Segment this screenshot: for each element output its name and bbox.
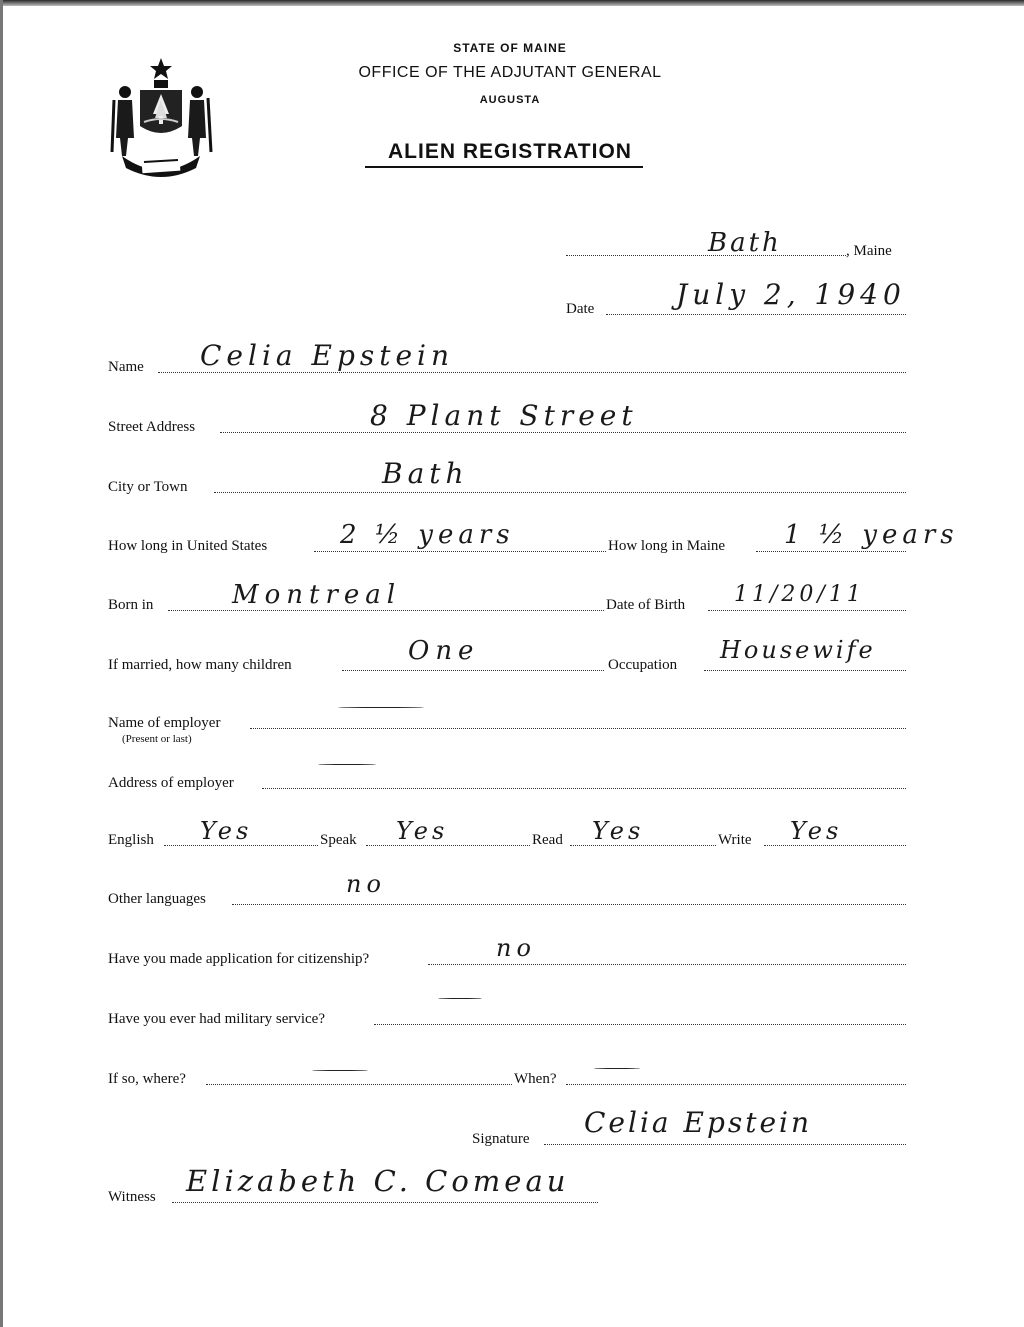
employer-blank-dash [338, 707, 424, 708]
date-label: Date [566, 301, 595, 317]
read-label: Read [532, 832, 563, 848]
english-value: Yes [200, 817, 253, 845]
form-title: ALIEN REGISTRATION [388, 140, 632, 163]
military-blank-dash [438, 998, 482, 999]
witness-line [172, 1202, 598, 1203]
name-value: Celia Epstein [200, 339, 455, 372]
maine-duration-line [756, 551, 906, 552]
dob-line [708, 610, 906, 611]
born-in-label: Born in [108, 597, 154, 613]
city-heading: AUGUSTA [479, 94, 541, 106]
born-in-value: Montreal [232, 580, 402, 610]
city-value: Bath [382, 457, 469, 490]
witness-label: Witness [108, 1189, 156, 1205]
date-value: July 2, 1940 [676, 278, 906, 311]
where-blank-dash [312, 1070, 368, 1071]
citizenship-label: Have you made application for citizenship? [108, 951, 370, 967]
other-languages-value: no [346, 870, 386, 898]
children-value: One [408, 636, 480, 666]
maine-duration-value: 1 ½ years [784, 520, 959, 550]
street-value: 8 Plant Street [370, 399, 638, 432]
employer-sublabel: (Present or last) [122, 733, 192, 745]
citizenship-line [428, 964, 906, 965]
dob-label: Date of Birth [606, 597, 686, 613]
speak-label: Speak [320, 832, 357, 848]
speak-line [366, 845, 530, 846]
english-label: English [108, 832, 154, 848]
employer-address-blank-dash [318, 764, 376, 765]
write-line [764, 845, 906, 846]
write-value: Yes [790, 817, 843, 845]
date-line [606, 314, 906, 315]
employer-address-line [262, 788, 906, 789]
citizenship-value: no [496, 934, 536, 962]
us-duration-line [314, 551, 606, 552]
signature-label: Signature [472, 1131, 530, 1147]
state-heading: STATE OF MAINE [453, 41, 567, 55]
city-label: City or Town [108, 479, 188, 495]
when-blank-dash [594, 1068, 640, 1069]
place-value: Bath [708, 228, 782, 258]
speak-value: Yes [396, 817, 449, 845]
when-label: When? [514, 1071, 557, 1087]
when-line [566, 1084, 906, 1085]
maine-duration-label: How long in Maine [608, 538, 726, 554]
scan-top-edge [0, 0, 1024, 6]
read-line [570, 845, 716, 846]
maine-state-seal-icon [108, 56, 214, 180]
children-line [342, 670, 604, 671]
other-languages-line [232, 904, 906, 905]
where-line [206, 1084, 512, 1085]
signature-value: Celia Epstein [584, 1106, 813, 1139]
signature-line [544, 1144, 906, 1145]
us-duration-value: 2 ½ years [340, 520, 515, 550]
city-line [214, 492, 906, 493]
office-heading: OFFICE OF THE ADJUTANT GENERAL [358, 64, 662, 81]
occupation-label: Occupation [608, 657, 678, 673]
place-suffix: , Maine [846, 243, 892, 259]
scan-left-edge [0, 0, 3, 1327]
english-line [164, 845, 318, 846]
witness-value: Elizabeth C. Comeau [186, 1164, 570, 1198]
employer-address-label: Address of employer [108, 775, 234, 791]
military-line [374, 1024, 906, 1025]
street-line [220, 432, 906, 433]
occupation-line [704, 670, 906, 671]
where-label: If so, where? [108, 1071, 186, 1087]
dob-value: 11/20/11 [734, 582, 865, 607]
born-in-line [168, 610, 604, 611]
place-line [566, 255, 846, 256]
us-duration-label: How long in United States [108, 538, 268, 554]
write-label: Write [718, 832, 752, 848]
other-languages-label: Other languages [108, 891, 206, 907]
name-label: Name [108, 359, 144, 375]
name-line [158, 372, 906, 373]
employer-label: Name of employer [108, 715, 221, 731]
read-value: Yes [592, 817, 645, 845]
title-underline [365, 166, 643, 168]
occupation-value: Housewife [720, 636, 876, 664]
employer-line [250, 728, 906, 729]
street-label: Street Address [108, 419, 196, 435]
children-label: If married, how many children [108, 657, 292, 673]
military-label: Have you ever had military service? [108, 1011, 325, 1027]
